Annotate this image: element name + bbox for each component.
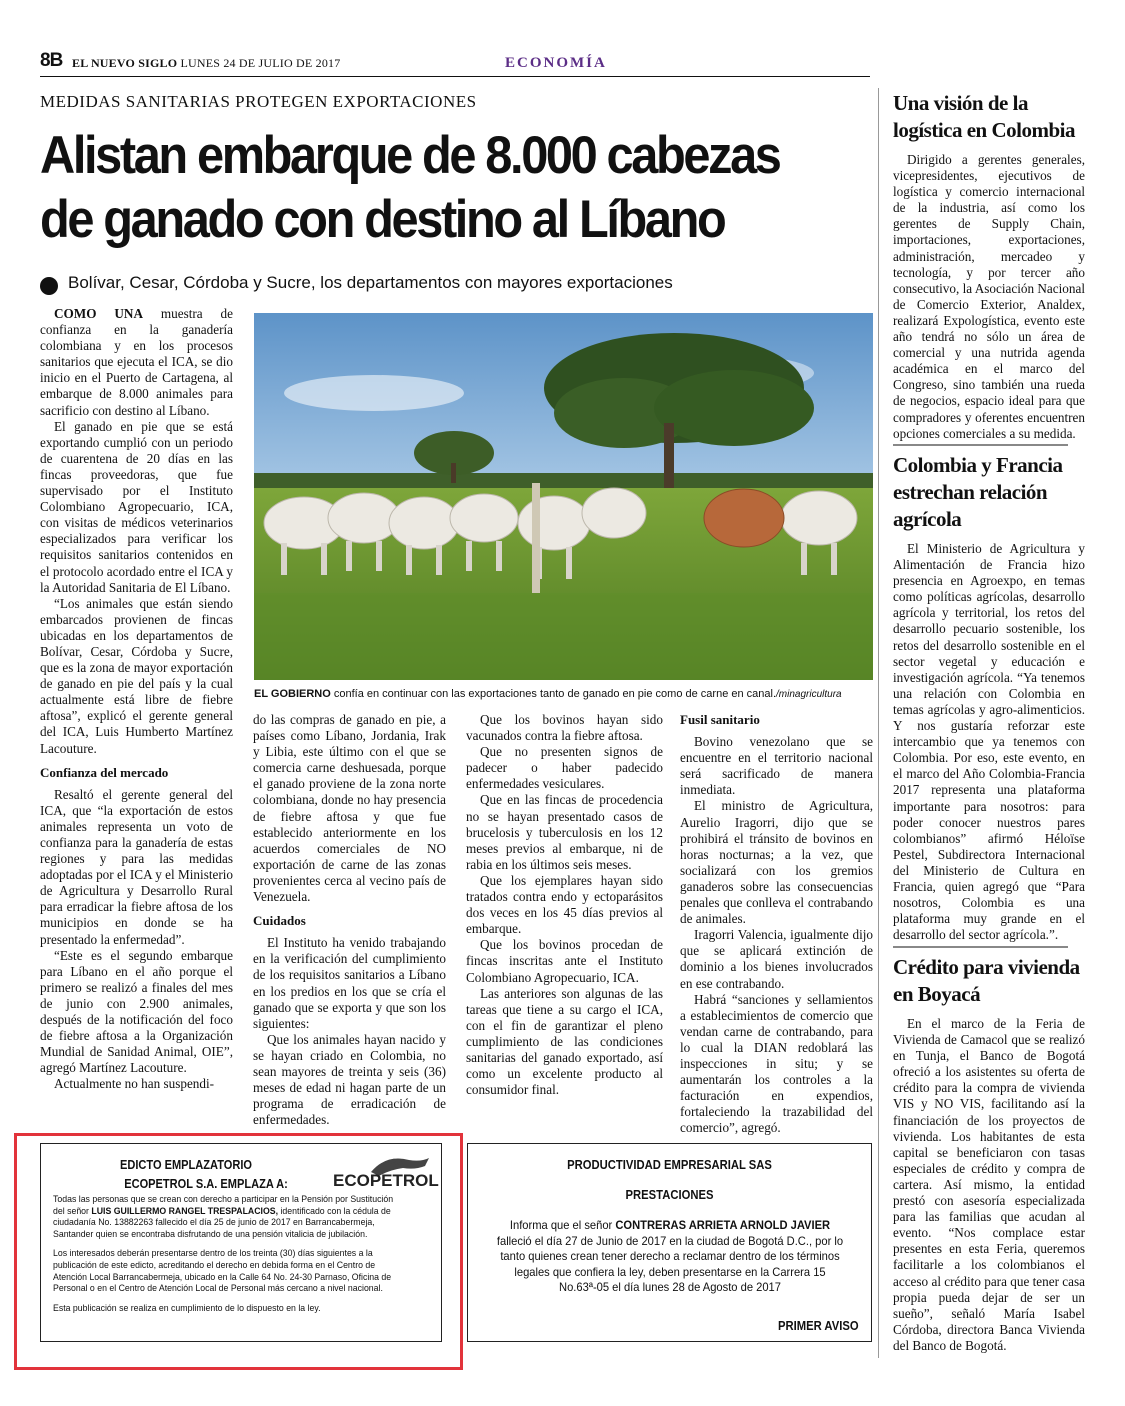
deceased-name: CONTRERAS ARRIETA ARNOLD JAVIER <box>615 1218 831 1232</box>
paragraph: Que en las fincas de procedencia no se hayan presentado casos de brucelosis y tuberculosis en los 12 meses previos al embarque, ni de rabia en los últimos seis meses. <box>466 792 663 872</box>
ecopetrol-logo <box>331 1152 441 1192</box>
ad-paragraph: Los interesados deberán presentarse dentro de los treinta (30) días siguientes a la publicación de este edicto, acreditando el derecho en debida forma en el Centro de Atención Local Barrancabermeja, ubicado en la Calle 64 No. 24-30 Parnaso, Oficina de Personal o en el Centro de Atención Local de Personal más cercano a nivel nacional. <box>53 1248 392 1295</box>
article-subhead: Bolívar, Cesar, Córdoba y Sucre, los departamentos con mayores exportaciones <box>68 273 673 292</box>
deceased-name: LUIS GUILLERMO RANGEL TRESPALACIOS, <box>91 1205 279 1217</box>
section-title: ECONOMÍA <box>505 55 607 71</box>
paragraph: Que los animales hayan nacido y se hayan criado en Colombia, no sean mayores de treinta y seis (36) meses de edad ni hagan parte de un programa de erradicación de enfermedades. <box>253 1031 446 1128</box>
article-column-1 <box>40 306 233 1093</box>
paragraph: Que los bovinos hayan sido vacunados contra la fiebre aftosa. <box>466 712 663 744</box>
subheading-fusil: Fusil sanitario <box>680 712 760 727</box>
logo-wordmark: ECOPETROL <box>333 1171 439 1190</box>
paragraph: Iragorri Valencia, igualmente dijo que se aplicará extinción de dominio a los bienes involucrados en ese contrabando. <box>680 927 873 991</box>
ad-body <box>53 1194 406 1322</box>
sidebar-rule <box>893 444 1068 446</box>
paragraph: “Los animales que están siendo embarcados provienen de fincas ubicadas en los departamentos de Bolívar, Cesar, Córdoba y Sucre, que es la zona de mayor exportación de ganado en pie del país y la cual actualmente está libre de fiebre aftosa”, explicó el gerente general del ICA, Luis Humberto Martínez Lacouture. <box>40 595 233 756</box>
paragraph: Resaltó el gerente general del ICA, que “la exportación de estos animales representa un voto de confianza para la ganadería de estas regiones y para las medidas adoptadas por el ICA y el Ministerio de Agricultura y Desarrollo Rural para erradicar la fiebre aftosa de los municipios en donde se ha presentado la enfermedad”. <box>40 786 233 947</box>
sidebar-story-title: Crédito para vivienda en Boyacá <box>893 955 1080 1006</box>
paragraph: Actualmente no han suspendi- <box>54 1076 215 1092</box>
lead-words: COMO UNA <box>54 306 143 321</box>
sidebar-story-title: Una visión de la logística en Colombia <box>893 91 1075 142</box>
photo-credit: /minagricultura <box>776 689 842 700</box>
paragraph: “Este es el segundo embarque para Líbano en el año porque el primero se realizó a finales del mes de junio con 2.900 animales, después de la notificación del foco de fiebre aftosa a la Organización Mundial de Sanidad Animal, OIE”, agregó Martínez Lacouture. <box>40 947 233 1076</box>
paragraph: Que no presenten signos de padecer o haber padecido enfermedades vesiculares. <box>466 744 663 792</box>
paragraph: Habrá “sanciones y sellamientos a establecimientos de comercio que vendan carne de contrabando, para lo cual la DIAN redoblará las inspecciones in situ; y se aumentarán los controles a la facturación en expendios, fortaleciendo la trazabilidad del comercio”, agregó. <box>680 991 873 1136</box>
article-kicker: MEDIDAS SANITARIAS PROTEGEN EXPORTACIONES <box>40 92 477 111</box>
ad-paragraph: Esta publicación se realiza en cumplimiento de lo dispuesto en la ley. <box>53 1302 321 1314</box>
paragraph: El Instituto ha venido trabajando en la verificación del cumplimiento de los requisitos sanitarios a Líbano en los predios en los que se cría el ganado que se exporta y que son los siguientes: <box>253 935 446 1031</box>
sidebar-story-logistica <box>893 90 1085 442</box>
ad-footer: PRIMER AVISO <box>778 1319 859 1333</box>
paragraph: El ganado en pie que se está exportando cumplió con un periodo de cuarentena de 20 días en las fincas proveedoras, que fue supervisado por el Instituto Colombiano Agropecuario, ICA, con visitas de médicos veterinarios especializados para verificar los requisitos sanitarios contenidos en el protocolo acordado entre el ICA y la Autoridad Sanitaria de El Líbano. <box>40 418 233 595</box>
cattle-photo <box>254 313 873 680</box>
issue-date: LUNES 24 DE JULIO DE 2017 <box>180 56 341 70</box>
article-headline <box>40 124 813 252</box>
sidebar-story-text: En el marco de la Feria de Vivienda de Camacol que se realizó en Tunja, el Banco de Bogotá ofreció a los asistentes su oferta de crédito para la compra de vivienda VIS y NO VIS, facilitando así la financiación de los proyectos de vivienda. Los habitantes de esta capital se beneficiaron con tasas especiales de crédito y compra de cartera. Así mismo, la entidad prestó con asesoría especializada para las familias que acudan al evento. “Nos complace estar presentes en esta Feria, queremos facilitarle a los colombianos el acceso al crédito para que tener casa propia pueda dejar de ser un sueño”, señaló María Isabel Córdoba, directora Banca Vivienda del Banco de Bogotá. <box>893 1016 1085 1353</box>
headline-line-1: Alistan embarque de 8.000 cabezas <box>40 126 780 185</box>
photo-caption <box>254 688 873 700</box>
page-number: 8B <box>40 50 63 71</box>
bullet-icon <box>40 277 58 295</box>
sidebar-story-text: Dirigido a gerentes generales, vicepresidentes, ejecutivos de logística y comercio internacional de la industria, así como los gerentes de Supply Chain, importaciones, exportaciones, administración, mercadeo y tecnología, y por tercer año consecutivo, la Asociación Nacional de Comercio Exterior, Analdex, realizará Expologística, evento este año tendrá no sólo un área de comercial y una nutrida agenda académica en el marco del Congreso, sino también una rueda de negocios, espacio ideal para que compradores y oferentes encuentren opciones comerciales a su medida. <box>893 152 1085 441</box>
sidebar-story-francia <box>893 452 1085 943</box>
paragraph: Que los bovinos procedan de fincas inscritas ante el Instituto Colombiano Agropecuario, ICA. <box>466 937 663 985</box>
subheading-confianza: Confianza del mercado <box>40 764 169 780</box>
sidebar-story-credito <box>893 954 1085 1354</box>
newspaper-name: EL NUEVO SIGLO <box>72 56 178 70</box>
paragraph: COMO UNA muestra de confianza en la ganadería colombiana y en los procesos sanitarios que ejecuta el ICA, se dio inicio en el Puerto de Cartagena, al embarque de 8.000 animales para sacrificio con destino al Líbano. <box>40 306 233 418</box>
newspaper-masthead <box>72 56 340 71</box>
sidebar-rule <box>893 946 1068 948</box>
ad-body: Informa que el señor CONTRERAS ARRIETA ARNOLD JAVIER falleció el día 27 de Junio de 2017 en la ciudad de Bogotá D.C., por lo tanto quienes crean tener derecho a reclamar dentro de los términos legales que confiera la ley, deben presentarse en la Carrera 15 No.63ª-05 el día lunes 28 de Agosto de 2017 <box>496 1218 844 1295</box>
caption-lead: EL GOBIERNO <box>254 688 331 700</box>
cattle-photo-illustration <box>254 313 873 680</box>
ad-subtitle: ECOPETROL S.A. EMPLAZA A: <box>124 1176 288 1191</box>
subheading-cuidados: Cuidados <box>253 913 306 929</box>
article-column-3 <box>466 712 663 1098</box>
sidebar-story-text: El Ministerio de Agricultura y Alimentación de Francia hizo presencia en Agroexpo, en temas como políticas agrícolas, desarrollo agrícola y territorial, los retos del desarrollo pecuario sostenible, los retos del desarrollo sostenible en el sector vegetal y educación e investigación agrícola. “Ya tenemos una relación con Colombia en temas agrícolas y agro-alimenticios. Y nos gustaría reforzar este intercambio que ya tenemos con Colombia. Por eso, este evento, en el marco del Año Colombia-Francia 2017 representa una plataforma importante para nosotros: para poder conocer nuestros pares colombianos” afirmó Héloïse Pestel, Subdirectora Internacional del Ministerio de Cultura en Francia, quien agregó que “Para nosotros, Colombia es una plataforma muy grande en el desarrollo del sector agrícola.”. <box>893 541 1085 943</box>
caption-text: confía en continuar con las exportaciones tanto de ganado en pie como de carne en canal. <box>330 688 777 700</box>
headline-line-2: de ganado con destino al Líbano <box>40 190 725 249</box>
sidebar-divider <box>878 88 879 1358</box>
ad-paragraph: Todas las personas que se crean con derecho a participar en la Pensión por Sustitución del señor LUIS GUILLERMO RANGEL TRESPALACIOS, identificado con la cédula de ciudadanía No. 13882263 fallecido el día 25 de junio de 2017 en Barrancabermeja, Santander quien se encontraba disfrutando de una pensión vitalicia de jubilación. <box>53 1194 394 1240</box>
ad-title: PRODUCTIVIDAD EMPRESARIAL SAS <box>567 1158 772 1172</box>
sidebar-story-title: Colombia y Francia estrechan relación agrícola <box>893 453 1063 531</box>
iguana-icon <box>331 1152 441 1192</box>
article-column-4 <box>680 712 873 1136</box>
header-rule <box>40 76 870 77</box>
paragraph: Que los ejemplares hayan sido tratados contra endo y ectoparásitos dos veces en los 45 días previos al embarque. <box>466 872 663 937</box>
ad-subtitle: PRESTACIONES <box>625 1188 714 1202</box>
paragraph: El ministro de Agricultura, Aurelio Iragorri, dijo que se prohibirá el tránsito de bovinos en horas nocturnas; a la vez, que socializará con los gremios ganaderos sobre las consecuencias penales que conlleva el contrabando de animales. <box>680 798 873 927</box>
ad-edicto-ecopetrol <box>40 1143 442 1342</box>
paragraph: Las anteriores son algunas de las tareas que tiene a su cargo el ICA, con el fin de garantizar el pleno cumplimiento de las condiciones sanitarias del ganado exportado, así como un excelente producto al consumidor final. <box>466 985 663 1098</box>
article-column-2 <box>253 712 446 1128</box>
ad-productividad-empresarial <box>467 1143 872 1342</box>
ad-title: EDICTO EMPLAZATORIO <box>119 1157 252 1172</box>
paragraph: Bovino venezolano que se encuentre en el territorio nacional será sacrificado de manera inmediata. <box>680 734 873 798</box>
paragraph: do las compras de ganado en pie, a países como Líbano, Jordania, Irak y Libia, este último con el que se comercia carne deshuesada, porque el ganado proviene de la zona norte colombiana, donde no hay presencia de fiebre aftosa y que fue establecido anteriormente en los acuerdos comerciales de NO exportación de carne de las zonas provenientes cerca al vecino país de Venezuela. <box>253 712 446 905</box>
